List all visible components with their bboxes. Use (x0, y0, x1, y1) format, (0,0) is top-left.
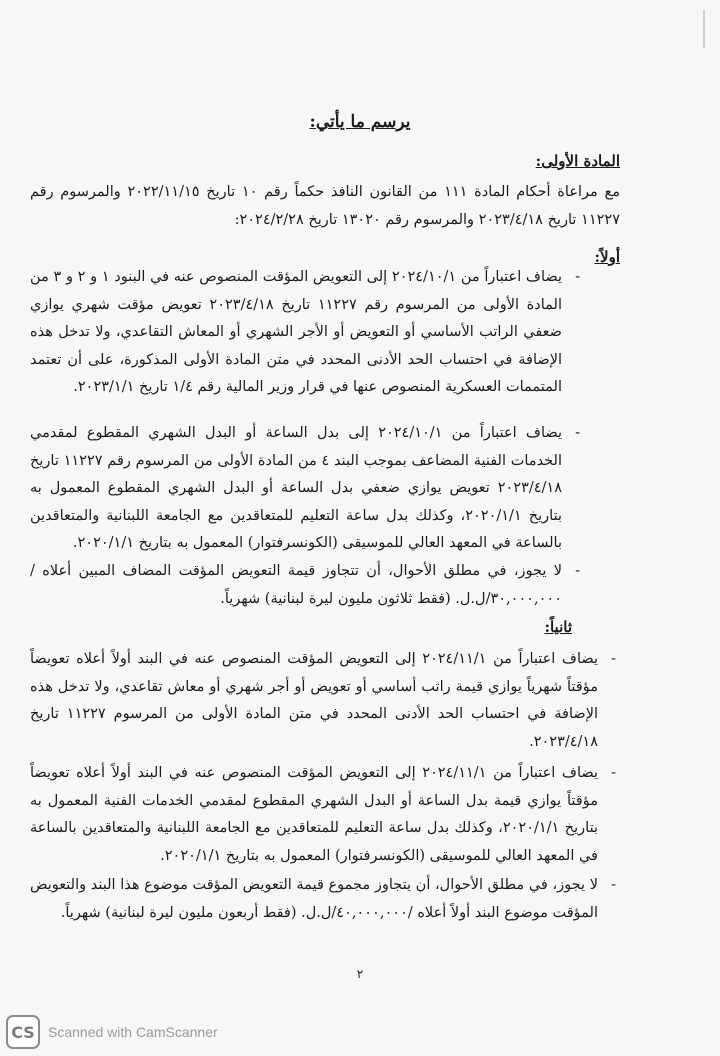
bullet-dash: - (575, 425, 580, 441)
item-text: يضاف اعتباراً من ٢٠٢٤/١٠/١ إلى التعويض المؤقت المنصوص عنه في البنود ١ و ٢ و ٣ من المادة الأولى من المرسوم رقم ١١٢٢٧ تاريخ ٢٠٢٣/٤/١٨ تعويض مؤقت شهري يوازي ضعفي الراتب الأساسي أو التعويض أو الأجر الشهري أو المعاش التقاعدي، ولا تدخل هذه الإضافة في احتساب الحد الأدنى المحدد في متن المادة الأولى المذكورة، على أن تعتمد المتممات العسكرية المنصوص عنها في قرار وزير المالية رقم ١/٤ تاريخ ٢٠٢٣/١/١. (30, 269, 562, 395)
section2-heading: ثانياً: (544, 618, 572, 636)
item-text: يضاف اعتباراً من ٢٠٢٤/١٠/١ إلى بدل الساعة أو البدل الشهري المقطوع لمقدمي الخدمات الفنية المضاعف بموجب البند ٤ من المادة الأولى من المرسوم رقم ١١٢٢٧ تاريخ ٢٠٢٣/٤/١٨ تعويض يوازي ضعفي بدل الساعة أو البدل الشهري المقطوع المعمول به بتاريخ ٢٠٢٠/١/١، وكذلك بدل ساعة التعليم للمتعاقدين مع الجامعة اللبنانية والمتعاقدين بالساعة في المعهد العالي للموسيقى (الكونسرفتوار) المعمول به بتاريخ ٢٠٢٠/١/١. (30, 425, 562, 551)
bullet-dash: - (611, 651, 616, 667)
camscanner-logo-icon: CS (6, 1015, 40, 1049)
item-text: لا يجوز، في مطلق الأحوال، أن يتجاوز مجموع قيمة التعويض المؤقت موضوع هذا البند والتعويض المؤقت موضوع البند أولاً أعلاه /٤٠,٠٠٠,٠٠٠/ل.ل. (فقط أربعون مليون ليرة لبنانية) شهرياً. (30, 877, 598, 921)
page-number: ٢ (356, 967, 364, 981)
intro-paragraph: مع مراعاة أحكام المادة ١١١ من القانون النافذ حكماً رقم ١٠ تاريخ ٢٠٢٢/١١/١٥ والمرسوم رقم ١١٢٢٧ تاريخ ٢٠٢٣/٤/١٨ والمرسوم رقم ١٣٠٢٠ تاريخ ٢٠٢٤/٢/٢٨: (30, 184, 620, 228)
bullet-dash: - (575, 563, 580, 579)
section1-heading: أولاً: (594, 248, 620, 266)
bullet-dash: - (575, 269, 580, 285)
scan-edge-mark (703, 10, 705, 48)
item-text: لا يجوز، في مطلق الأحوال، أن تتجاوز قيمة التعويض المؤقت المضاف المبين أعلاه /٣٠,٠٠٠,٠٠٠/ل.ل. (فقط ثلاثون مليون ليرة لبنانية) شهرياً. (30, 563, 562, 607)
scanner-watermark (6, 1014, 218, 1050)
camscanner-label: Scanned with CamScanner (48, 1024, 218, 1040)
decree-title: يرسم ما يأتي: (309, 112, 411, 132)
bullet-dash: - (611, 765, 616, 781)
item-text: يضاف اعتباراً من ٢٠٢٤/١١/١ إلى التعويض المؤقت المنصوص عنه في البند أولاً أعلاه تعويضاً مؤقتاً يوازي قيمة بدل الساعة أو البدل الشهري المقطوع لمقدمي الخدمات الفنية المعمول به بتاريخ ٢٠٢٠/١/١، وكذلك بدل ساعة التعليم للمتعاقدين مع الجامعة اللبنانية والمتعاقدين بالساعة في المعهد العالي للموسيقى (الكونسرفتوار) المعمول به بتاريخ ٢٠٢٠/١/١. (30, 765, 598, 864)
section2-item-1 (30, 646, 616, 756)
section2-item-3 (30, 872, 616, 927)
article-heading: المادة الأولى: (535, 152, 620, 170)
bullet-dash: - (611, 877, 616, 893)
section2-item-2 (30, 760, 616, 870)
section1-item-2 (30, 420, 580, 558)
section1-item-3 (30, 558, 580, 613)
item-text: يضاف اعتباراً من ٢٠٢٤/١١/١ إلى التعويض المؤقت المنصوص عنه في البند أولاً أعلاه تعويضاً مؤقتاً شهرياً يوازي قيمة راتب أساسي أو تعويض أو أجر شهري أو معاش تقاعدي، ولا تدخل هذه الإضافة في احتساب الحد الأدنى المحدد في متن المادة الأولى من المرسوم ١١٢٢٧ تاريخ ٢٠٢٣/٤/١٨. (30, 651, 598, 750)
section1-item-1 (30, 264, 580, 402)
